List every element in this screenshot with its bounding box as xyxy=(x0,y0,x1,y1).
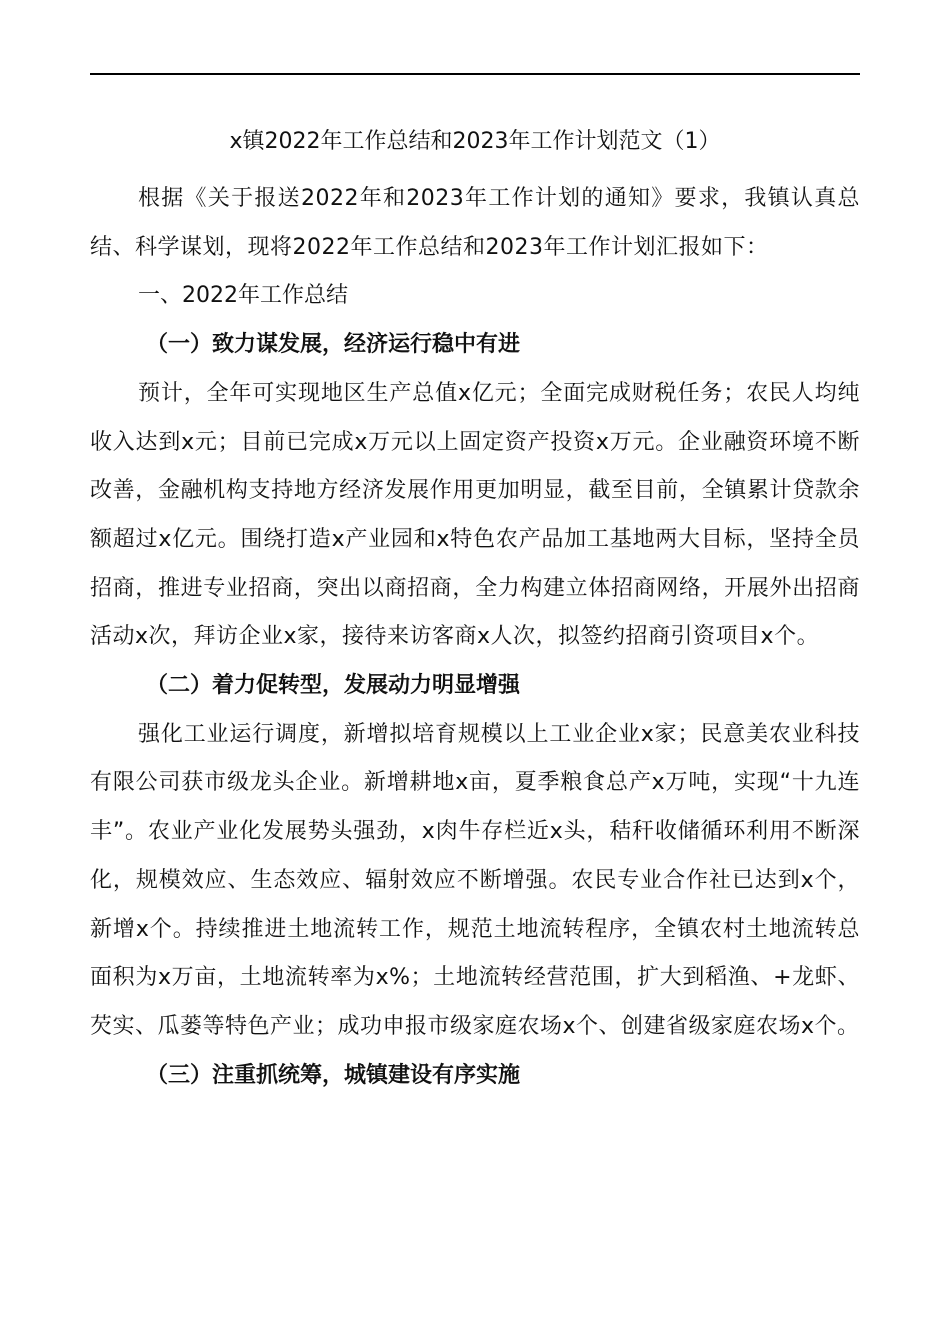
subsection-2-body: 强化工业运行调度，新增拟培育规模以上工业企业x家；民意美农业科技有限公司获市级龙头企业。新增耕地x亩，夏季粮食总产x万吨，实现“十九连丰”。农业产业化发展势头强劲，x肉牛存栏近x头，秸秆收储循环利用不断深化，规模效应、生态效应、辐射效应不断增强。农民专业合作社已达到x个，新增x个。持续推进土地流转工作，规范土地流转程序，全镇农村土地流转总面积为x万亩，土地流转率为x%；土地流转经营范围，扩大到稻渔、+龙虾、芡实、瓜蒌等特色产业；成功申报市级家庭农场x个、创建省级家庭农场x个。 xyxy=(90,721,860,1039)
subsection-3-heading: （三）注重抓统筹，城镇建设有序实施 xyxy=(146,1062,521,1088)
header-rule xyxy=(90,73,860,75)
document-title: x镇2022年工作总结和2023年工作计划范文（1） xyxy=(229,129,721,154)
section-1-heading: 一、2022年工作总结 xyxy=(138,283,348,309)
subsection-2-heading: （二）着力促转型，发展动力明显增强 xyxy=(146,673,521,699)
subsection-1-heading: （一）致力谋发展，经济运行稳中有进 xyxy=(146,332,521,358)
intro-paragraph: 根据《关于报送2022年和2023年工作计划的通知》要求，我镇认真总结、科学谋划，现将2022年工作总结和2023年工作计划汇报如下： xyxy=(90,186,860,260)
document-body xyxy=(90,118,860,1100)
subsection-1-body: 预计，全年可实现地区生产总值x亿元；全面完成财税任务；农民人均纯收入达到x元；目前已完成x万元以上固定资产投资x万元。企业融资环境不断改善，金融机构支持地方经济发展作用更加明显，截至目前，全镇累计贷款余额超过x亿元。围绕打造x产业园和x特色农产品加工基地两大目标，坚持全员招商，推进专业招商，突出以商招商，全力构建立体招商网络，开展外出招商活动x次，拜访企业x家，接待来访客商x人次，拟签约招商引资项目x个。 xyxy=(90,380,860,650)
